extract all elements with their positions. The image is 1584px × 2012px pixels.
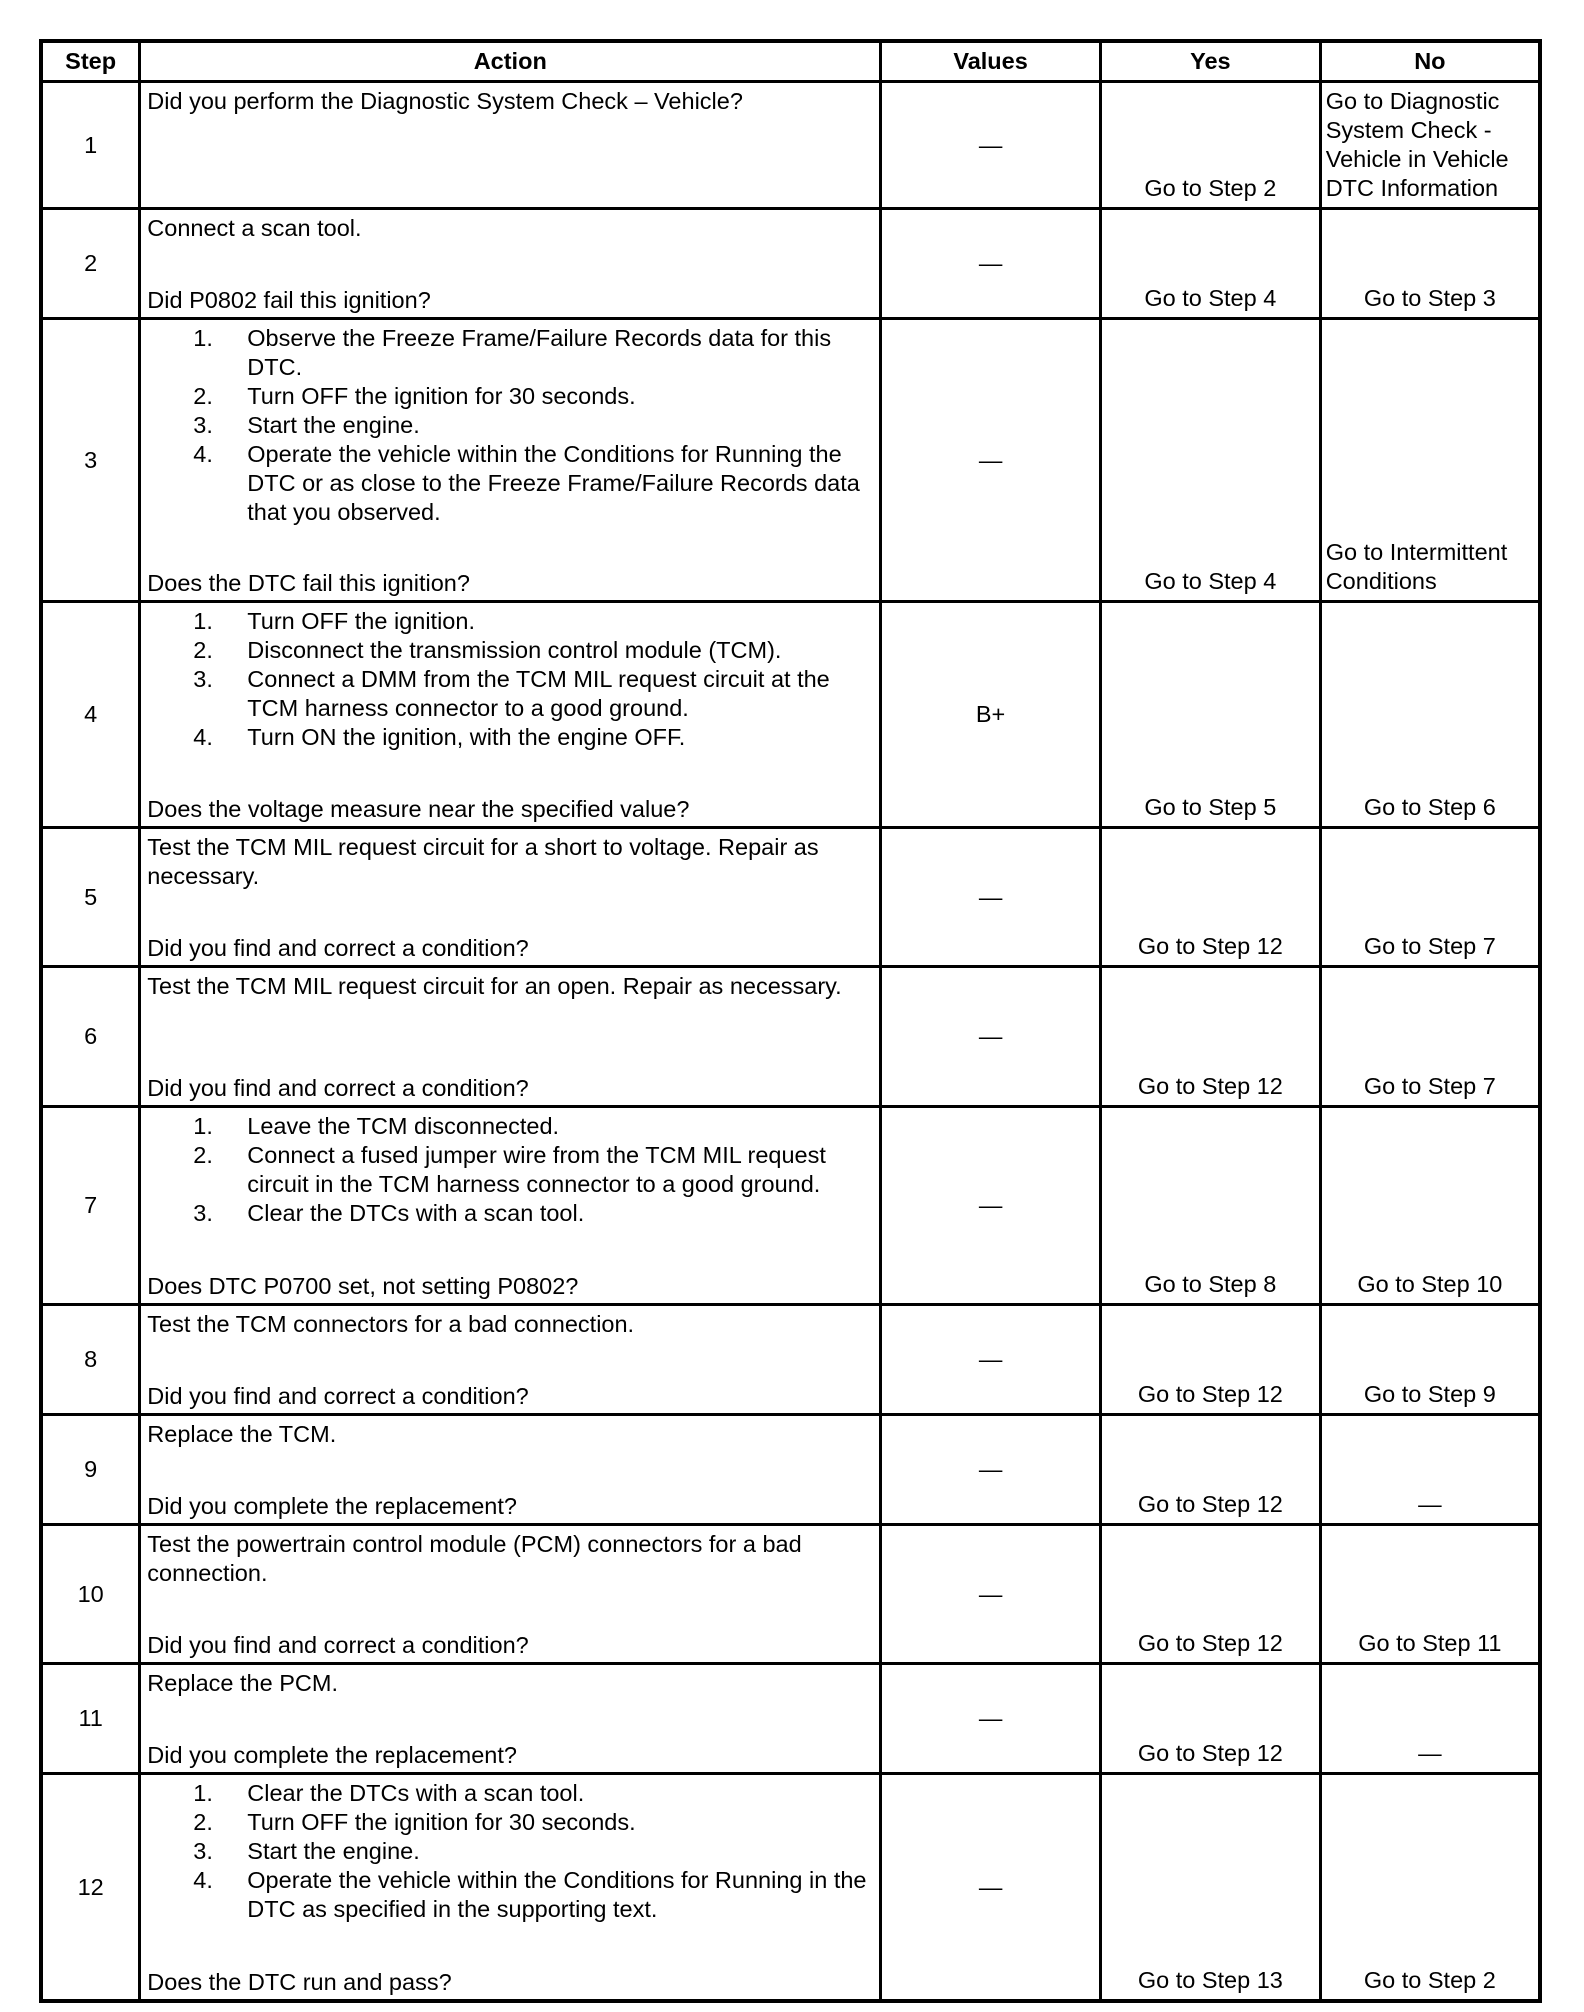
action-content <box>147 607 873 824</box>
action-content <box>147 1779 873 1997</box>
action-cell <box>140 1525 881 1664</box>
no-cell: Go to Step 9 <box>1320 1305 1540 1415</box>
action-step-text: Operate the vehicle within the Conditions for Running in the DTC as specified in the supporting text. <box>247 1867 867 1922</box>
values-cell: — <box>881 1774 1101 2002</box>
action-cell <box>140 319 881 602</box>
action-step-number: 2. <box>193 1809 213 1835</box>
header-row <box>41 41 1540 82</box>
diagnostic-table <box>39 39 1542 2003</box>
action-step-item <box>193 1779 873 1808</box>
table-row <box>41 1774 1540 2002</box>
action-question: Did you complete the replacement? <box>147 1742 517 1768</box>
step-number: 2 <box>41 209 140 319</box>
action-question: Did P0802 fail this ignition? <box>147 287 431 313</box>
no-cell: Go to Step 11 <box>1320 1525 1540 1664</box>
step-number: 8 <box>41 1305 140 1415</box>
header-action: Action <box>140 41 881 82</box>
action-instructions <box>147 1779 873 1924</box>
action-step-text: Leave the TCM disconnected. <box>247 1113 560 1139</box>
action-cell <box>140 1664 881 1774</box>
no-cell: Go to Step 7 <box>1320 828 1540 967</box>
action-step-item <box>193 1837 873 1866</box>
action-steps-list <box>147 1779 873 1924</box>
yes-cell: Go to Step 12 <box>1100 1664 1320 1774</box>
action-instructions <box>147 833 873 891</box>
action-question: Did you complete the replacement? <box>147 1493 517 1519</box>
table-row <box>41 1525 1540 1664</box>
action-intro: Connect a scan tool. <box>147 215 362 241</box>
no-cell: Go to Step 10 <box>1320 1107 1540 1305</box>
action-step-item <box>193 1141 873 1199</box>
action-instructions <box>147 214 873 243</box>
action-intro: Test the powertrain control module (PCM) connectors for a bad connection. <box>147 1531 802 1586</box>
table-row <box>41 1664 1540 1774</box>
action-steps-list <box>147 1112 873 1228</box>
action-cell <box>140 1305 881 1415</box>
values-cell: B+ <box>881 602 1101 828</box>
no-cell: — <box>1320 1415 1540 1525</box>
action-cell <box>140 967 881 1107</box>
values-cell: — <box>881 1664 1101 1774</box>
action-intro: Test the TCM MIL request circuit for an open. Repair as necessary. <box>147 973 842 999</box>
action-step-text: Turn ON the ignition, with the engine OFF. <box>247 724 686 750</box>
action-intro: Replace the TCM. <box>147 1421 337 1447</box>
action-step-item <box>193 1199 873 1228</box>
step-number: 7 <box>41 1107 140 1305</box>
yes-cell: Go to Step 4 <box>1100 209 1320 319</box>
action-step-text: Clear the DTCs with a scan tool. <box>247 1200 585 1226</box>
step-number: 6 <box>41 967 140 1107</box>
table-row <box>41 602 1540 828</box>
yes-cell: Go to Step 4 <box>1100 319 1320 602</box>
action-instructions <box>147 1530 873 1588</box>
action-question: Does the DTC fail this ignition? <box>147 570 470 596</box>
yes-cell: Go to Step 8 <box>1100 1107 1320 1305</box>
action-step-number: 1. <box>193 325 213 351</box>
table-row <box>41 209 1540 319</box>
yes-cell: Go to Step 12 <box>1100 967 1320 1107</box>
action-intro: Test the TCM connectors for a bad connection. <box>147 1311 635 1337</box>
action-question: Did you find and correct a condition? <box>147 1383 529 1409</box>
action-step-number: 4. <box>193 724 213 750</box>
action-step-text: Turn OFF the ignition for 30 seconds. <box>247 383 636 409</box>
yes-cell: Go to Step 12 <box>1100 828 1320 967</box>
action-question: Does the voltage measure near the specified value? <box>147 796 690 822</box>
action-question: Did you find and correct a condition? <box>147 1075 529 1101</box>
action-question: Does DTC P0700 set, not setting P0802? <box>147 1273 579 1299</box>
action-instructions <box>147 1310 873 1339</box>
step-number: 11 <box>41 1664 140 1774</box>
action-content <box>147 972 873 1103</box>
values-cell: — <box>881 967 1101 1107</box>
values-cell: — <box>881 828 1101 967</box>
action-step-item <box>193 1808 873 1837</box>
action-step-number: 2. <box>193 383 213 409</box>
yes-cell: Go to Step 5 <box>1100 602 1320 828</box>
action-step-number: 4. <box>193 441 213 467</box>
values-cell: — <box>881 319 1101 602</box>
action-cell <box>140 602 881 828</box>
action-steps-list <box>147 607 873 752</box>
action-step-number: 1. <box>193 1113 213 1139</box>
action-question: Does the DTC run and pass? <box>147 1969 452 1995</box>
action-step-item <box>193 1112 873 1141</box>
action-instructions <box>147 1669 873 1698</box>
action-content <box>147 214 873 315</box>
action-step-number: 2. <box>193 637 213 663</box>
table-row <box>41 319 1540 602</box>
action-cell <box>140 1415 881 1525</box>
action-step-number: 2. <box>193 1142 213 1168</box>
action-step-text: Disconnect the transmission control module (TCM). <box>247 637 782 663</box>
header-step: Step <box>41 41 140 82</box>
step-number: 10 <box>41 1525 140 1664</box>
action-question: Did you find and correct a condition? <box>147 935 529 961</box>
table-row <box>41 967 1540 1107</box>
table-row <box>41 1107 1540 1305</box>
step-number: 12 <box>41 1774 140 2002</box>
values-cell: — <box>881 1107 1101 1305</box>
action-step-number: 1. <box>193 1780 213 1806</box>
table-row <box>41 82 1540 209</box>
action-step-number: 3. <box>193 666 213 692</box>
step-number: 5 <box>41 828 140 967</box>
action-cell <box>140 1107 881 1305</box>
action-content <box>147 833 873 963</box>
action-cell <box>140 828 881 967</box>
action-instructions <box>147 1420 873 1449</box>
action-intro: Test the TCM MIL request circuit for a short to voltage. Repair as necessary. <box>147 834 819 889</box>
action-instructions <box>147 1112 873 1228</box>
action-step-number: 4. <box>193 1867 213 1893</box>
values-cell: — <box>881 209 1101 319</box>
no-cell: Go to Intermittent Conditions <box>1320 319 1540 602</box>
action-step-item <box>193 665 873 723</box>
action-step-text: Connect a fused jumper wire from the TCM MIL request circuit in the TCM harness connector to a good ground. <box>247 1142 826 1197</box>
header-yes: Yes <box>1100 41 1320 82</box>
action-instructions <box>147 87 873 116</box>
action-content <box>147 87 873 205</box>
table-row <box>41 828 1540 967</box>
action-step-number: 1. <box>193 608 213 634</box>
step-number: 1 <box>41 82 140 209</box>
action-instructions <box>147 324 873 527</box>
action-step-number: 3. <box>193 412 213 438</box>
no-cell: — <box>1320 1664 1540 1774</box>
action-content <box>147 1420 873 1521</box>
action-step-text: Observe the Freeze Frame/Failure Records data for this DTC. <box>247 325 832 380</box>
action-step-item <box>193 411 873 440</box>
action-question: Did you find and correct a condition? <box>147 1632 529 1658</box>
yes-cell: Go to Step 12 <box>1100 1305 1320 1415</box>
step-number: 9 <box>41 1415 140 1525</box>
action-step-item <box>193 1866 873 1924</box>
action-cell <box>140 1774 881 2002</box>
action-step-text: Turn OFF the ignition for 30 seconds. <box>247 1809 636 1835</box>
yes-cell: Go to Step 12 <box>1100 1415 1320 1525</box>
table-row <box>41 1305 1540 1415</box>
action-instructions <box>147 607 873 752</box>
yes-cell: Go to Step 13 <box>1100 1774 1320 2002</box>
yes-cell: Go to Step 2 <box>1100 82 1320 209</box>
action-intro: Replace the PCM. <box>147 1670 338 1696</box>
action-step-text: Start the engine. <box>247 412 420 438</box>
action-step-number: 3. <box>193 1200 213 1226</box>
action-intro: Did you perform the Diagnostic System Check – Vehicle? <box>147 88 743 114</box>
values-cell: — <box>881 1525 1101 1664</box>
action-cell <box>140 82 881 209</box>
action-steps-list <box>147 324 873 527</box>
action-content <box>147 1112 873 1301</box>
action-step-text: Operate the vehicle within the Conditions for Running the DTC or as close to the Freeze Frame/Failure Records data that you observed. <box>247 441 860 525</box>
action-step-item <box>193 440 873 527</box>
table-row <box>41 1415 1540 1525</box>
action-step-item <box>193 324 873 382</box>
header-values: Values <box>881 41 1101 82</box>
action-step-text: Connect a DMM from the TCM MIL request circuit at the TCM harness connector to a good ground. <box>247 666 830 721</box>
action-step-text: Turn OFF the ignition. <box>247 608 475 634</box>
action-step-item <box>193 723 873 752</box>
no-cell: Go to Step 6 <box>1320 602 1540 828</box>
action-content <box>147 324 873 598</box>
no-cell: Go to Step 3 <box>1320 209 1540 319</box>
no-cell: Go to Step 7 <box>1320 967 1540 1107</box>
action-cell <box>140 209 881 319</box>
table-body <box>41 82 1540 2002</box>
step-number: 4 <box>41 602 140 828</box>
action-content <box>147 1530 873 1660</box>
action-step-text: Clear the DTCs with a scan tool. <box>247 1780 585 1806</box>
no-cell: Go to Step 2 <box>1320 1774 1540 2002</box>
action-content <box>147 1669 873 1770</box>
action-step-item <box>193 382 873 411</box>
action-content <box>147 1310 873 1411</box>
action-step-item <box>193 607 873 636</box>
values-cell: — <box>881 82 1101 209</box>
values-cell: — <box>881 1305 1101 1415</box>
action-step-number: 3. <box>193 1838 213 1864</box>
header-no: No <box>1320 41 1540 82</box>
action-instructions <box>147 972 873 1001</box>
yes-cell: Go to Step 12 <box>1100 1525 1320 1664</box>
step-number: 3 <box>41 319 140 602</box>
no-cell: Go to Diagnostic System Check - Vehicle in Vehicle DTC Information <box>1320 82 1540 209</box>
values-cell: — <box>881 1415 1101 1525</box>
action-step-text: Start the engine. <box>247 1838 420 1864</box>
action-step-item <box>193 636 873 665</box>
